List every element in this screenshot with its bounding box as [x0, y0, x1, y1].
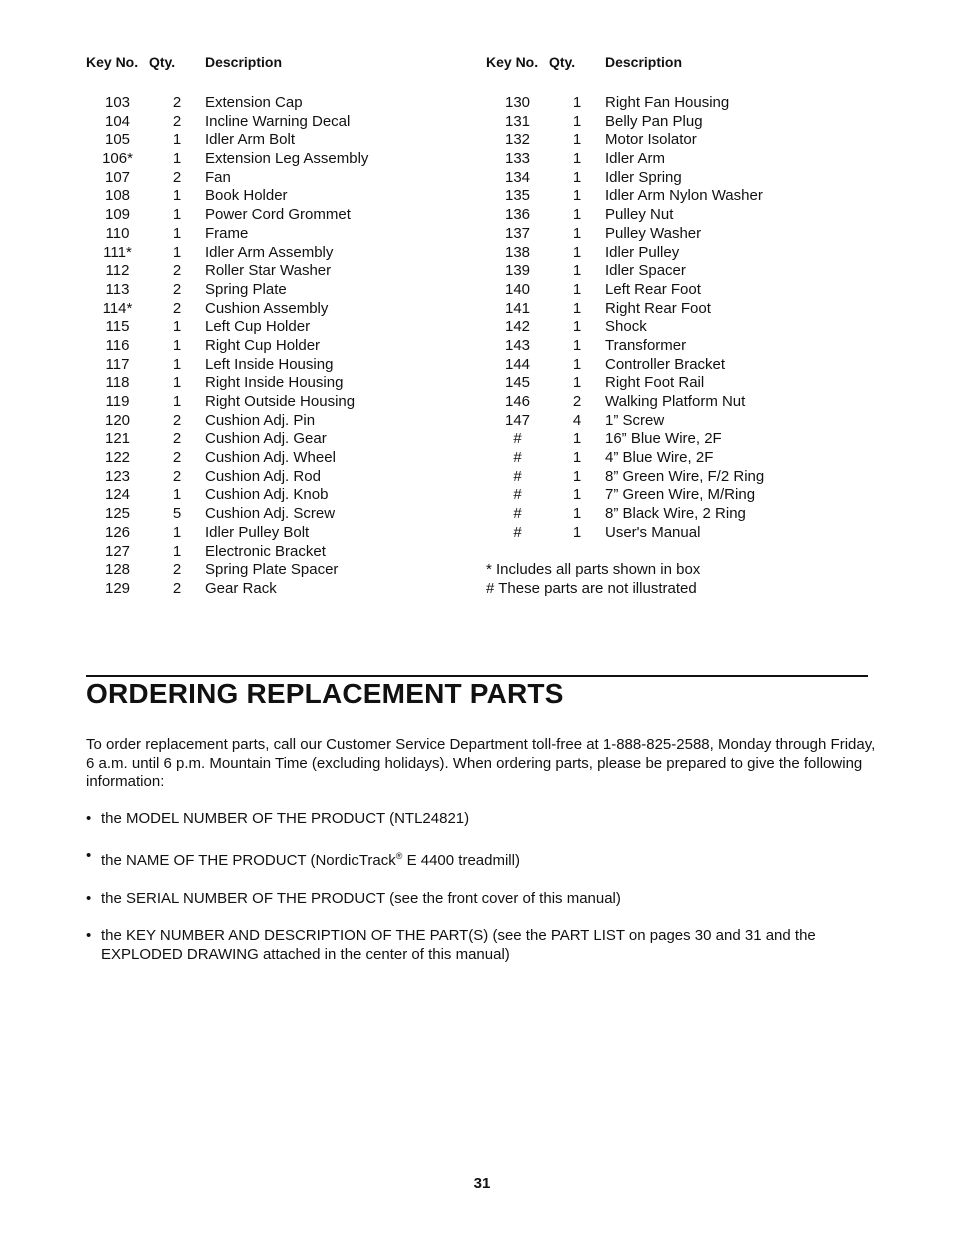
part-description: Cushion Adj. Gear [205, 430, 327, 448]
part-key-number: 131 [504, 112, 531, 130]
table-row [86, 169, 476, 188]
part-quantity: 1 [172, 150, 182, 168]
part-key-number: # [513, 449, 522, 467]
table-row [486, 430, 886, 449]
part-description: Frame [205, 224, 249, 242]
part-description: Right Fan Housing [605, 94, 730, 111]
part-description: Idler Arm Bolt [205, 131, 296, 149]
table-row [486, 262, 886, 281]
part-quantity: 1 [572, 94, 582, 111]
part-description: Right Rear Foot [605, 299, 711, 317]
part-description: Right Cup Holder [205, 336, 321, 354]
table-row [86, 580, 476, 599]
part-quantity: 2 [572, 393, 582, 410]
part-key-number: 127 [104, 542, 131, 560]
table-row [486, 244, 886, 263]
part-description: Book Holder [205, 187, 288, 205]
part-description: Left Rear Foot [605, 280, 701, 298]
part-description: Roller Star Washer [205, 262, 332, 280]
parts-notes [486, 561, 886, 598]
part-key-number: 137 [504, 224, 531, 242]
table-row [86, 113, 476, 132]
table-row [86, 244, 476, 263]
part-quantity: 1 [572, 467, 582, 485]
part-description: Cushion Adj. Rod [205, 467, 321, 485]
part-key-number: 117 [105, 355, 130, 373]
part-quantity: 2 [172, 94, 182, 111]
part-quantity: 1 [572, 336, 582, 354]
list-item [86, 927, 876, 964]
part-key-number: 130 [504, 94, 531, 111]
part-description: 7” Green Wire, M/Ring [605, 486, 756, 504]
table-row [86, 524, 476, 543]
part-quantity: 2 [172, 168, 182, 186]
table-row [86, 486, 476, 505]
part-description: Pulley Washer [605, 224, 702, 242]
part-key-number: 108 [104, 187, 131, 205]
part-description: 4” Blue Wire, 2F [605, 449, 714, 467]
part-key-number: 121 [104, 430, 131, 448]
part-key-number: 103 [104, 94, 131, 111]
part-key-number: 112 [105, 262, 130, 280]
part-key-number: 105 [104, 131, 131, 149]
table-row [486, 524, 886, 543]
part-description: Idler Pulley [605, 243, 680, 261]
key-no-header: Key No. [486, 54, 539, 70]
table-row [86, 187, 476, 206]
table-row [486, 449, 886, 468]
table-row [486, 374, 886, 393]
part-description: Spring Plate [205, 280, 287, 298]
description-header: Description [605, 54, 683, 70]
table-row [86, 374, 476, 393]
part-quantity: 2 [172, 112, 182, 130]
part-key-number: 132 [504, 131, 531, 149]
part-description: Cushion Assembly [205, 299, 329, 317]
key-no-header: Key No. [86, 54, 139, 70]
parts-rows-right [486, 94, 886, 543]
part-key-number: # [513, 486, 522, 504]
part-key-number: 139 [504, 262, 531, 280]
part-key-number: # [513, 430, 522, 448]
list-item [86, 847, 876, 871]
table-row [86, 337, 476, 356]
table-row [486, 281, 886, 300]
part-description: Cushion Adj. Knob [205, 486, 329, 504]
part-quantity: 2 [172, 579, 182, 597]
part-quantity: 2 [172, 467, 182, 485]
part-quantity: 1 [572, 486, 582, 504]
part-key-number: 123 [104, 467, 131, 485]
part-quantity: 1 [172, 523, 182, 541]
parts-header-left [86, 54, 476, 74]
product-name-text-end: E 4400 treadmill) [402, 852, 520, 870]
table-row [86, 94, 476, 113]
part-quantity: 1 [172, 486, 182, 504]
part-description: Left Inside Housing [205, 355, 334, 373]
part-description: Power Cord Grommet [205, 206, 351, 224]
part-key-number: 129 [104, 579, 131, 597]
model-number-item: the MODEL NUMBER OF THE PRODUCT (NTL24821) [101, 810, 470, 827]
part-description: Left Cup Holder [205, 318, 311, 336]
part-quantity: 4 [572, 411, 582, 429]
part-key-number: 138 [504, 243, 531, 261]
part-key-number: 118 [105, 374, 130, 392]
table-row [86, 468, 476, 487]
part-quantity: 1 [172, 542, 182, 560]
table-row [486, 131, 886, 150]
part-key-number: # [513, 505, 522, 523]
part-quantity: 2 [172, 299, 182, 317]
part-quantity: 1 [572, 131, 582, 149]
part-description: Right Outside Housing [205, 393, 356, 410]
part-description: Cushion Adj. Screw [205, 505, 336, 523]
table-row [86, 393, 476, 412]
parts-header-right [486, 54, 886, 74]
parts-list-left [86, 54, 476, 599]
parts-list-right [486, 54, 886, 599]
part-key-number: 126 [104, 523, 131, 541]
table-row [486, 150, 886, 169]
part-description: Cushion Adj. Wheel [205, 449, 336, 467]
part-key-number: 116 [105, 336, 130, 354]
description-header: Description [205, 54, 283, 70]
table-row [86, 281, 476, 300]
part-description: Idler Arm Nylon Washer [605, 187, 763, 205]
registered-mark: ® [395, 851, 403, 862]
part-description: Transformer [605, 336, 687, 354]
part-key-number: 141 [504, 299, 531, 317]
part-key-number: 104 [104, 112, 131, 130]
part-quantity: 1 [572, 430, 582, 448]
table-row [86, 430, 476, 449]
table-row [486, 206, 886, 225]
bullet-icon: • [86, 889, 92, 907]
part-quantity: 1 [572, 224, 582, 242]
part-description: Idler Arm [605, 150, 666, 168]
table-row [486, 356, 886, 375]
part-quantity: 1 [572, 505, 582, 523]
product-name-item [101, 852, 520, 869]
part-quantity: 1 [572, 355, 582, 373]
part-quantity: 1 [172, 131, 182, 149]
table-row [86, 262, 476, 281]
table-row [486, 225, 886, 244]
part-description: Extension Cap [205, 94, 303, 111]
part-quantity: 1 [172, 374, 182, 392]
part-key-number: 133 [504, 150, 531, 168]
table-row [486, 486, 886, 505]
table-row [486, 113, 886, 132]
part-quantity: 1 [172, 243, 182, 261]
part-description: Right Inside Housing [205, 374, 344, 392]
part-key-number: 146 [504, 393, 531, 410]
part-quantity: 1 [172, 393, 182, 410]
part-description: 8” Green Wire, F/2 Ring [605, 467, 765, 485]
part-key-number: # [513, 523, 522, 541]
part-description: 1” Screw [605, 411, 665, 429]
table-row [486, 94, 886, 113]
part-key-number: 142 [504, 318, 531, 336]
part-key-number: 145 [504, 374, 531, 392]
part-quantity: 1 [172, 187, 182, 205]
part-quantity: 1 [572, 150, 582, 168]
part-key-number: 143 [504, 336, 531, 354]
part-quantity: 1 [172, 336, 182, 354]
serial-number-item: the SERIAL NUMBER OF THE PRODUCT (see the front cover of this manual) [101, 889, 621, 907]
table-row [86, 543, 476, 562]
part-description: Electronic Bracket [205, 542, 326, 560]
part-key-number: 113 [105, 280, 130, 298]
part-quantity: 1 [572, 449, 582, 467]
part-description: Idler Arm Assembly [205, 243, 334, 261]
part-description: Right Foot Rail [605, 374, 705, 392]
table-row [86, 300, 476, 319]
part-key-number: 136 [504, 206, 531, 224]
page-number: 31 [473, 1175, 491, 1192]
table-row [86, 225, 476, 244]
part-quantity: 2 [172, 262, 182, 280]
parts-rows-left [86, 94, 476, 599]
table-row [486, 468, 886, 487]
part-quantity: 1 [572, 262, 582, 280]
part-description: 16” Blue Wire, 2F [605, 430, 722, 448]
part-quantity: 1 [572, 243, 582, 261]
part-quantity: 1 [572, 523, 582, 541]
part-quantity: 1 [572, 112, 582, 130]
part-description: Walking Platform Nut [605, 393, 746, 410]
part-quantity: 2 [172, 411, 182, 429]
table-row [86, 318, 476, 337]
table-row [486, 187, 886, 206]
part-quantity: 1 [572, 206, 582, 224]
part-description: Idler Spring [605, 168, 682, 186]
part-description: Motor Isolator [605, 131, 697, 149]
part-key-number: 107 [104, 168, 131, 186]
key-number-item: the KEY NUMBER AND DESCRIPTION OF THE PART(S) (see the PART LIST on pages 30 and 31 and the EXPLODED DRAWING attached in the center of this manual) [101, 926, 816, 963]
bullet-icon: • [86, 810, 92, 827]
table-row [86, 131, 476, 150]
part-key-number: 109 [104, 206, 131, 224]
part-quantity: 1 [572, 280, 582, 298]
table-row [86, 412, 476, 431]
part-key-number: 120 [104, 411, 131, 429]
note-hash: # These parts are not illustrated [486, 579, 697, 597]
table-row [486, 393, 886, 412]
table-row [86, 561, 476, 580]
part-key-number: 124 [104, 486, 131, 504]
part-key-number: 122 [104, 449, 131, 467]
part-quantity: 1 [172, 206, 182, 224]
part-description: Belly Pan Plug [605, 112, 703, 130]
part-description: Idler Pulley Bolt [205, 523, 310, 541]
part-key-number: 111* [103, 243, 132, 261]
part-description: Spring Plate Spacer [205, 561, 339, 579]
table-row [86, 449, 476, 468]
part-description: Extension Leg Assembly [205, 150, 369, 168]
part-quantity: 1 [572, 299, 582, 317]
section-divider [86, 675, 868, 677]
part-key-number: 128 [104, 561, 131, 579]
part-quantity: 2 [172, 449, 182, 467]
part-quantity: 1 [572, 374, 582, 392]
part-description: Shock [605, 318, 647, 336]
table-row [486, 505, 886, 524]
part-key-number: 134 [504, 168, 531, 186]
bullet-icon: • [86, 926, 92, 944]
part-description: Cushion Adj. Pin [205, 411, 316, 429]
part-key-number: 140 [504, 280, 531, 298]
part-description: 8” Black Wire, 2 Ring [605, 505, 746, 523]
part-description: Gear Rack [205, 579, 277, 597]
table-row [86, 356, 476, 375]
part-quantity: 2 [172, 280, 182, 298]
table-row [86, 150, 476, 169]
list-item [86, 890, 876, 909]
part-quantity: 1 [572, 318, 582, 336]
part-description: User's Manual [605, 523, 701, 541]
intro-paragraph: To order replacement parts, call our Customer Service Department toll-free at 1-888-825-2588, Monday through Friday, 6 a.m. until 6 p.m. Mountain Time (excluding holidays). When ordering parts, please be prepared to give the following information: [86, 736, 876, 791]
product-name-text: the NAME OF THE PRODUCT (NordicTrack [101, 852, 396, 870]
ordering-info-list [86, 810, 876, 983]
part-description: Pulley Nut [605, 206, 674, 224]
part-key-number: 125 [104, 505, 131, 523]
list-item [86, 810, 876, 829]
table-row [86, 505, 476, 524]
part-quantity: 2 [172, 561, 182, 579]
part-quantity: 1 [172, 318, 182, 336]
note-asterisk: * Includes all parts shown in box [486, 561, 701, 579]
table-row [86, 206, 476, 225]
part-description: Controller Bracket [605, 355, 726, 373]
part-quantity: 1 [172, 224, 182, 242]
table-row [486, 300, 886, 319]
part-quantity: 2 [172, 430, 182, 448]
section-title: ORDERING REPLACEMENT PARTS [86, 678, 564, 709]
part-key-number: 114* [102, 299, 133, 317]
part-key-number: 110 [105, 224, 130, 242]
part-description: Fan [205, 168, 231, 186]
part-key-number: 135 [504, 187, 531, 205]
part-key-number: 106* [102, 150, 133, 168]
part-quantity: 5 [172, 505, 182, 523]
part-description: Idler Spacer [605, 262, 686, 280]
part-quantity: 1 [572, 187, 582, 205]
table-row [486, 318, 886, 337]
qty-header: Qty. [149, 54, 176, 70]
part-key-number: 144 [504, 355, 531, 373]
part-description: Incline Warning Decal [205, 112, 351, 130]
part-key-number: # [513, 467, 522, 485]
part-key-number: 115 [105, 318, 130, 336]
qty-header: Qty. [549, 54, 576, 70]
table-row [486, 337, 886, 356]
part-key-number: 119 [105, 393, 130, 410]
bullet-icon: • [86, 847, 92, 865]
table-row [486, 412, 886, 431]
part-quantity: 1 [572, 168, 582, 186]
table-row [486, 169, 886, 188]
part-quantity: 1 [172, 355, 182, 373]
part-key-number: 147 [504, 411, 531, 429]
